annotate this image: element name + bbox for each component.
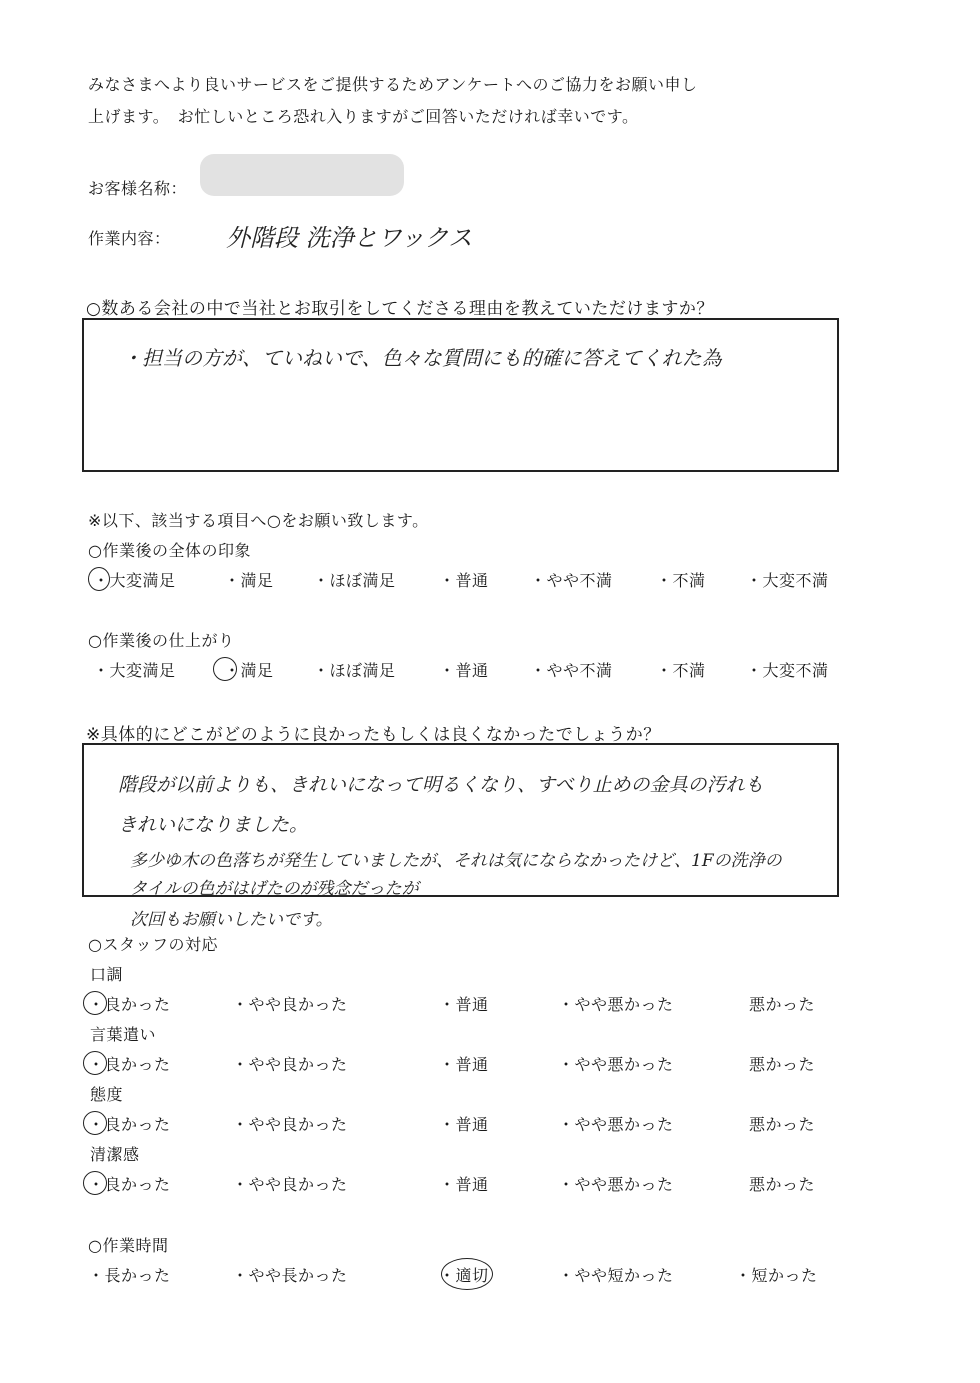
impression-option[interactable]: ・普通 bbox=[439, 571, 489, 590]
work-time-option[interactable]: ・適切 bbox=[439, 1266, 489, 1285]
staff-option[interactable]: ・やや良かった bbox=[232, 1055, 348, 1074]
detail-question: ※具体的にどこがどのように良かったもしくは良くなかったでしょうか？ bbox=[86, 725, 661, 745]
staff-option[interactable]: ・やや悪かった bbox=[558, 1175, 674, 1194]
detail-answer-line: 階段が以前よりも、きれいになって明るくなり、すべり止めの金具の汚れも bbox=[118, 774, 764, 796]
q1-answer-box bbox=[82, 318, 839, 472]
selection-circle-mark bbox=[441, 1258, 493, 1290]
work-time-option[interactable]: ・短かった bbox=[735, 1266, 818, 1285]
q1-answer: ・担当の方が、ていねいで、色々な質問にも的確に答えてくれた為 bbox=[122, 346, 722, 370]
staff-group-label: 清潔感 bbox=[90, 1145, 140, 1164]
q1-question: ○数ある会社の中で当社とお取引をしてくださる理由を教えていただけますか？ bbox=[86, 299, 714, 319]
staff-option[interactable]: ・やや良かった bbox=[232, 1175, 348, 1194]
staff-options bbox=[0, 1052, 980, 1076]
staff-title: ○スタッフの対応 bbox=[88, 935, 218, 954]
work-label: 作業内容： bbox=[88, 229, 171, 248]
finish-option[interactable]: ・満足 bbox=[224, 661, 274, 680]
instruction: ※以下、該当する項目へ○をお願い致します。 bbox=[88, 511, 429, 530]
staff-options bbox=[0, 1112, 980, 1136]
redacted-customer-name bbox=[200, 154, 404, 196]
staff-option[interactable]: ・やや悪かった bbox=[558, 1055, 674, 1074]
staff-group-label: 口調 bbox=[90, 965, 124, 984]
staff-options bbox=[0, 992, 980, 1016]
detail-answer-line: 多少ゆ木の色落ちが発生していましたが、それは気にならなかったけど、1Fの洗浄の bbox=[130, 851, 782, 871]
finish-options bbox=[0, 658, 980, 682]
selection-circle-mark bbox=[83, 991, 107, 1015]
staff-option[interactable]: ・普通 bbox=[439, 995, 489, 1014]
intro-line-1: みなさまへより良いサービスをご提供するためアンケートへのご協力をお願い申し bbox=[88, 75, 698, 94]
finish-option[interactable]: ・普通 bbox=[439, 661, 489, 680]
detail-answer-line: タイルの色がはげたのが残念だったが bbox=[130, 879, 419, 899]
intro-line-2: 上げます。 お忙しいところ恐れ入りますがご回答いただければ幸いです。 bbox=[88, 107, 639, 126]
staff-option[interactable]: ・やや悪かった bbox=[558, 995, 674, 1014]
detail-answer-line: 次回もお願いしたいです。 bbox=[130, 910, 333, 930]
selection-circle-mark bbox=[88, 567, 110, 591]
work-value: 外階段 洗浄とワックス bbox=[226, 224, 473, 252]
impression-options bbox=[0, 568, 980, 592]
staff-option[interactable]: ・良かった bbox=[88, 995, 171, 1014]
detail-answer-line: きれいになりました。 bbox=[118, 814, 309, 836]
finish-option[interactable]: ・やや不満 bbox=[530, 661, 613, 680]
staff-option[interactable]: ・普通 bbox=[439, 1115, 489, 1134]
impression-option[interactable]: ・不満 bbox=[656, 571, 706, 590]
staff-option[interactable]: ・良かった bbox=[88, 1175, 171, 1194]
work-time-title: ○作業時間 bbox=[88, 1236, 169, 1255]
staff-option[interactable]: 悪かった bbox=[749, 1055, 816, 1074]
selection-circle-mark bbox=[83, 1111, 107, 1135]
impression-title: ○作業後の全体の印象 bbox=[88, 541, 251, 560]
impression-option[interactable]: ・満足 bbox=[224, 571, 274, 590]
impression-option[interactable]: ・ほぼ満足 bbox=[313, 571, 396, 590]
work-time-option[interactable]: ・やや長かった bbox=[232, 1266, 348, 1285]
staff-option[interactable]: ・普通 bbox=[439, 1175, 489, 1194]
work-time-option[interactable]: ・やや短かった bbox=[558, 1266, 674, 1285]
selection-circle-mark bbox=[83, 1051, 107, 1075]
staff-option[interactable]: 悪かった bbox=[749, 1115, 816, 1134]
staff-option[interactable]: ・やや良かった bbox=[232, 995, 348, 1014]
impression-option[interactable]: ・大変不満 bbox=[746, 571, 829, 590]
impression-option[interactable]: ・やや不満 bbox=[530, 571, 613, 590]
staff-group-label: 言葉遣い bbox=[90, 1025, 157, 1044]
work-time-option[interactable]: ・長かった bbox=[88, 1266, 171, 1285]
finish-option[interactable]: ・不満 bbox=[656, 661, 706, 680]
staff-option[interactable]: 悪かった bbox=[749, 1175, 816, 1194]
customer-label: お客様名称： bbox=[88, 179, 188, 198]
selection-circle-mark bbox=[83, 1171, 107, 1195]
staff-option[interactable]: ・やや悪かった bbox=[558, 1115, 674, 1134]
staff-option[interactable]: ・やや良かった bbox=[232, 1115, 348, 1134]
staff-option[interactable]: 悪かった bbox=[749, 995, 816, 1014]
finish-option[interactable]: ・ほぼ満足 bbox=[313, 661, 396, 680]
finish-title: ○作業後の仕上がり bbox=[88, 631, 235, 650]
staff-group-label: 態度 bbox=[90, 1085, 124, 1104]
staff-option[interactable]: ・良かった bbox=[88, 1115, 171, 1134]
work-time-options bbox=[0, 1263, 980, 1287]
selection-circle-mark bbox=[213, 657, 237, 681]
staff-option[interactable]: ・良かった bbox=[88, 1055, 171, 1074]
impression-option[interactable]: ・大変満足 bbox=[93, 571, 176, 590]
finish-option[interactable]: ・大変満足 bbox=[93, 661, 176, 680]
staff-options bbox=[0, 1172, 980, 1196]
staff-option[interactable]: ・普通 bbox=[439, 1055, 489, 1074]
finish-option[interactable]: ・大変不満 bbox=[746, 661, 829, 680]
